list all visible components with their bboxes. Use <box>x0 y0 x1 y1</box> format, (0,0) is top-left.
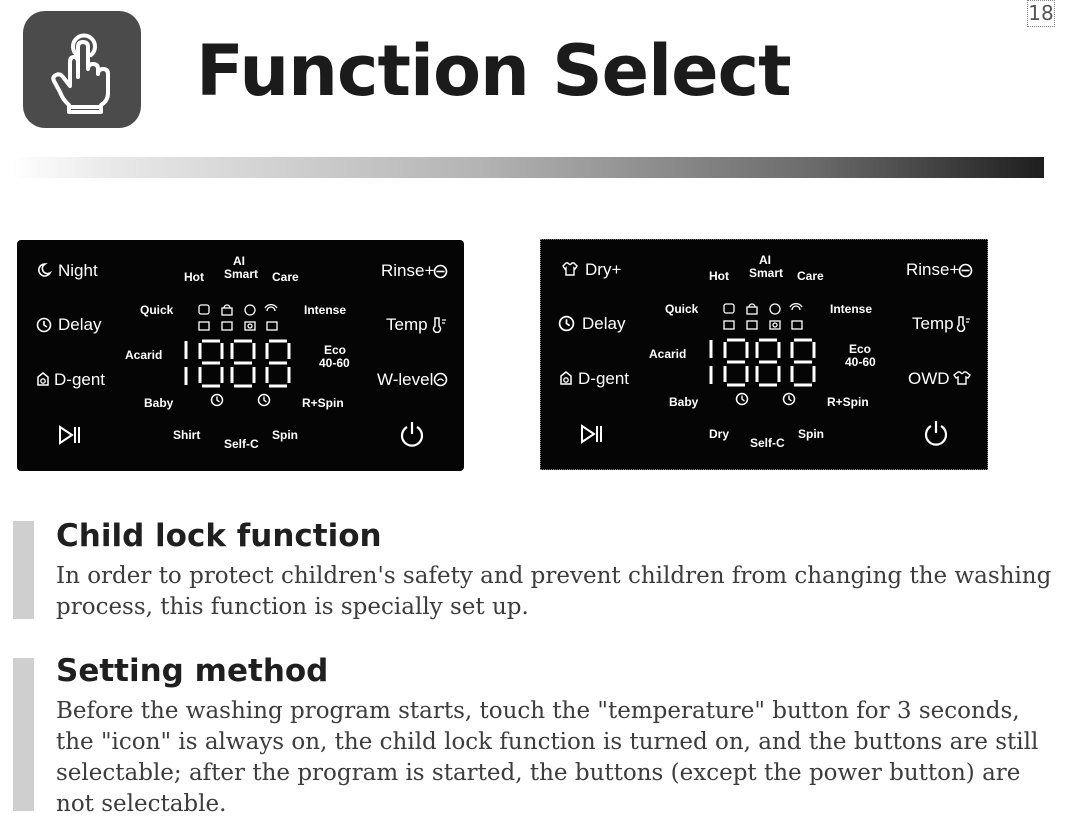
d-gent-button[interactable]: D-gent <box>54 370 106 389</box>
spin-label: Spin <box>798 427 824 441</box>
care-label: Care <box>797 269 824 283</box>
owd-button[interactable]: OWD <box>908 369 950 388</box>
thermometer-icon <box>955 315 971 332</box>
timer-icon <box>257 393 271 407</box>
self-c-label: Self-C <box>750 436 785 450</box>
dry-label: Dry <box>709 427 730 441</box>
thermometer-icon <box>431 316 447 333</box>
temp-button[interactable]: Temp <box>912 314 954 333</box>
smart-label: Smart <box>224 267 259 281</box>
section-body: In order to protect children's safety and prevent children from changing the washing process, this function is specially set up. <box>56 563 1052 620</box>
delay-button[interactable]: Delay <box>58 315 102 334</box>
rinse-plus-button[interactable]: Rinse+ <box>906 260 960 279</box>
eco-temp-label: 40-60 <box>319 356 350 370</box>
timer-icon <box>782 392 796 406</box>
temp-button[interactable]: Temp <box>386 315 428 334</box>
care-label: Care <box>272 270 299 284</box>
status-icons-row <box>722 302 814 334</box>
child-lock-section <box>13 518 1063 621</box>
section-bar <box>13 521 34 619</box>
hot-label: Hot <box>709 269 729 283</box>
quick-label: Quick <box>665 302 699 316</box>
section-heading: Setting method <box>56 653 329 689</box>
r-spin-label: R+Spin <box>302 396 344 410</box>
detergent-icon <box>558 370 574 386</box>
control-panel-left <box>17 240 464 471</box>
segment-display <box>181 337 299 389</box>
quick-label: Quick <box>140 303 174 317</box>
dry-plus-button[interactable]: Dry+ <box>585 260 622 279</box>
intense-label: Intense <box>304 303 347 317</box>
rinse-icon <box>433 264 448 279</box>
w-level-button[interactable]: W-level <box>377 370 434 389</box>
timer-icon <box>210 393 224 407</box>
control-panel-right <box>540 239 988 470</box>
power-icon[interactable] <box>399 420 425 448</box>
section-heading: Child lock function <box>56 518 382 554</box>
d-gent-button[interactable]: D-gent <box>578 369 630 388</box>
eco-label: Eco <box>849 342 872 356</box>
shirt-dry-icon <box>561 261 579 277</box>
delay-button[interactable]: Delay <box>582 314 626 333</box>
ai-label: AI <box>233 254 245 268</box>
baby-label: Baby <box>144 396 174 410</box>
spin-label: Spin <box>272 428 298 442</box>
acarid-label: Acarid <box>649 347 687 361</box>
section-body: Before the washing program starts, touch the "temperature" button for 3 seconds, the "icon" is always on, the child lock function is turned on, and the buttons are still selectable; after the program is started, the buttons (except the power button) are not selectable. <box>56 698 1039 817</box>
acarid-label: Acarid <box>125 348 163 362</box>
hot-label: Hot <box>184 270 204 284</box>
play-pause-icon[interactable] <box>580 424 604 444</box>
rinse-icon <box>958 263 973 278</box>
eco-label: Eco <box>324 343 347 357</box>
eco-temp-label: 40-60 <box>845 355 876 369</box>
clock-icon <box>558 315 575 332</box>
title-rule <box>12 157 1044 178</box>
segment-display <box>706 336 824 388</box>
moon-icon <box>36 262 52 278</box>
play-pause-icon[interactable] <box>58 425 82 445</box>
water-level-icon <box>433 372 448 387</box>
power-icon[interactable] <box>923 419 949 447</box>
logo-tile <box>23 11 141 128</box>
section-bar <box>13 658 34 811</box>
r-spin-label: R+Spin <box>827 395 869 409</box>
timer-icon <box>735 392 749 406</box>
status-icons-row <box>197 303 289 335</box>
ai-label: AI <box>759 253 771 267</box>
shirt-steam-icon <box>952 369 972 386</box>
self-c-label: Self-C <box>224 437 259 451</box>
detergent-icon <box>35 371 51 387</box>
baby-label: Baby <box>669 395 699 409</box>
night-button[interactable]: Night <box>58 261 98 280</box>
setting-method-section <box>13 653 1063 818</box>
shirt-label: Shirt <box>173 428 201 442</box>
page-number: 18 <box>1028 1 1054 25</box>
smart-label: Smart <box>749 266 784 280</box>
rinse-plus-button[interactable]: Rinse+ <box>381 261 435 280</box>
clock-icon <box>36 317 52 333</box>
page-title: Function Select <box>196 30 791 112</box>
hand-touch-icon <box>23 11 141 128</box>
intense-label: Intense <box>830 302 873 316</box>
